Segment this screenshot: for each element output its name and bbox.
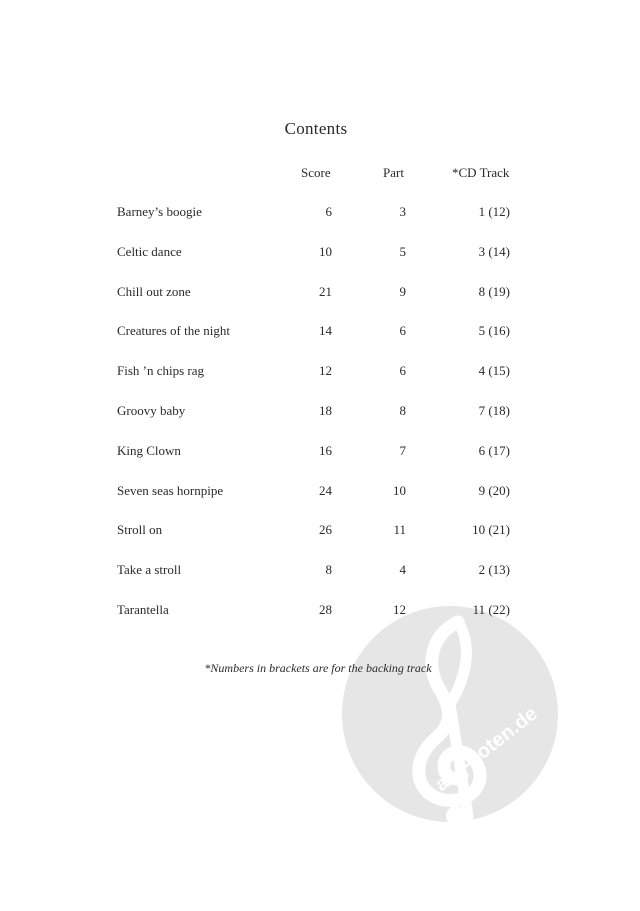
row-score: 21 [319,283,332,299]
row-title: Celtic dance [117,243,182,259]
row-part: 5 [399,243,406,259]
row-part: 9 [399,283,406,299]
row-title: Fish ’n chips rag [117,363,205,379]
row-part: 7 [399,442,406,458]
row-cd-track: 2 (13) [478,562,510,578]
row-cd-track: 3 (14) [478,243,510,259]
row-cd-track: 4 (15) [478,363,510,379]
row-score: 8 [325,562,332,578]
table-row [0,244,640,284]
row-title: Tarantella [117,601,169,617]
header-cd-track: *CD Track [452,165,510,180]
row-title: Stroll on [117,522,163,538]
row-part: 12 [393,601,406,617]
row-cd-track: 8 (19) [478,283,510,299]
page-title: Contents [284,119,348,138]
row-title: Creatures of the night [117,323,230,339]
row-score: 26 [319,522,332,538]
row-score: 18 [319,402,332,418]
table-row [0,562,640,602]
row-score: 12 [319,363,332,379]
row-score: 6 [325,204,332,219]
table-row [0,522,640,562]
table-row [0,483,640,523]
row-title: Seven seas hornpipe [117,482,224,498]
contents-table [0,204,640,642]
row-title: Chill out zone [117,283,191,299]
table-row [0,602,640,642]
row-part: 4 [399,562,406,578]
row-score: 16 [319,442,332,458]
row-score: 28 [319,601,332,617]
row-cd-track: 1 (12) [478,204,510,219]
table-row [0,323,640,363]
table-row [0,204,640,244]
row-cd-track: 9 (20) [478,482,510,498]
row-title: Take a stroll [117,562,182,578]
header-score: Score [301,165,331,180]
table-row [0,284,640,324]
footnote: *Numbers in brackets are for the backing track [204,661,432,675]
row-cd-track: 6 (17) [478,442,510,458]
row-cd-track: 10 (21) [472,522,510,538]
row-score: 24 [319,482,332,498]
row-title: Barney’s boogie [117,204,202,219]
row-score: 10 [319,243,332,259]
table-row [0,403,640,443]
table-row [0,363,640,403]
row-part: 6 [399,363,406,379]
row-title: Groovy baby [117,402,186,418]
row-part: 8 [399,402,406,418]
watermark-text: alle-noten.de [430,702,542,796]
table-row [0,443,640,483]
header-part: Part [383,165,404,180]
row-part: 3 [399,204,406,219]
row-score: 14 [319,323,332,339]
row-part: 6 [399,323,406,339]
row-part: 10 [393,482,406,498]
row-title: King Clown [117,442,181,458]
row-cd-track: 7 (18) [478,402,510,418]
row-cd-track: 5 (16) [478,323,510,339]
row-cd-track: 11 (22) [472,601,510,617]
row-part: 11 [393,522,406,538]
